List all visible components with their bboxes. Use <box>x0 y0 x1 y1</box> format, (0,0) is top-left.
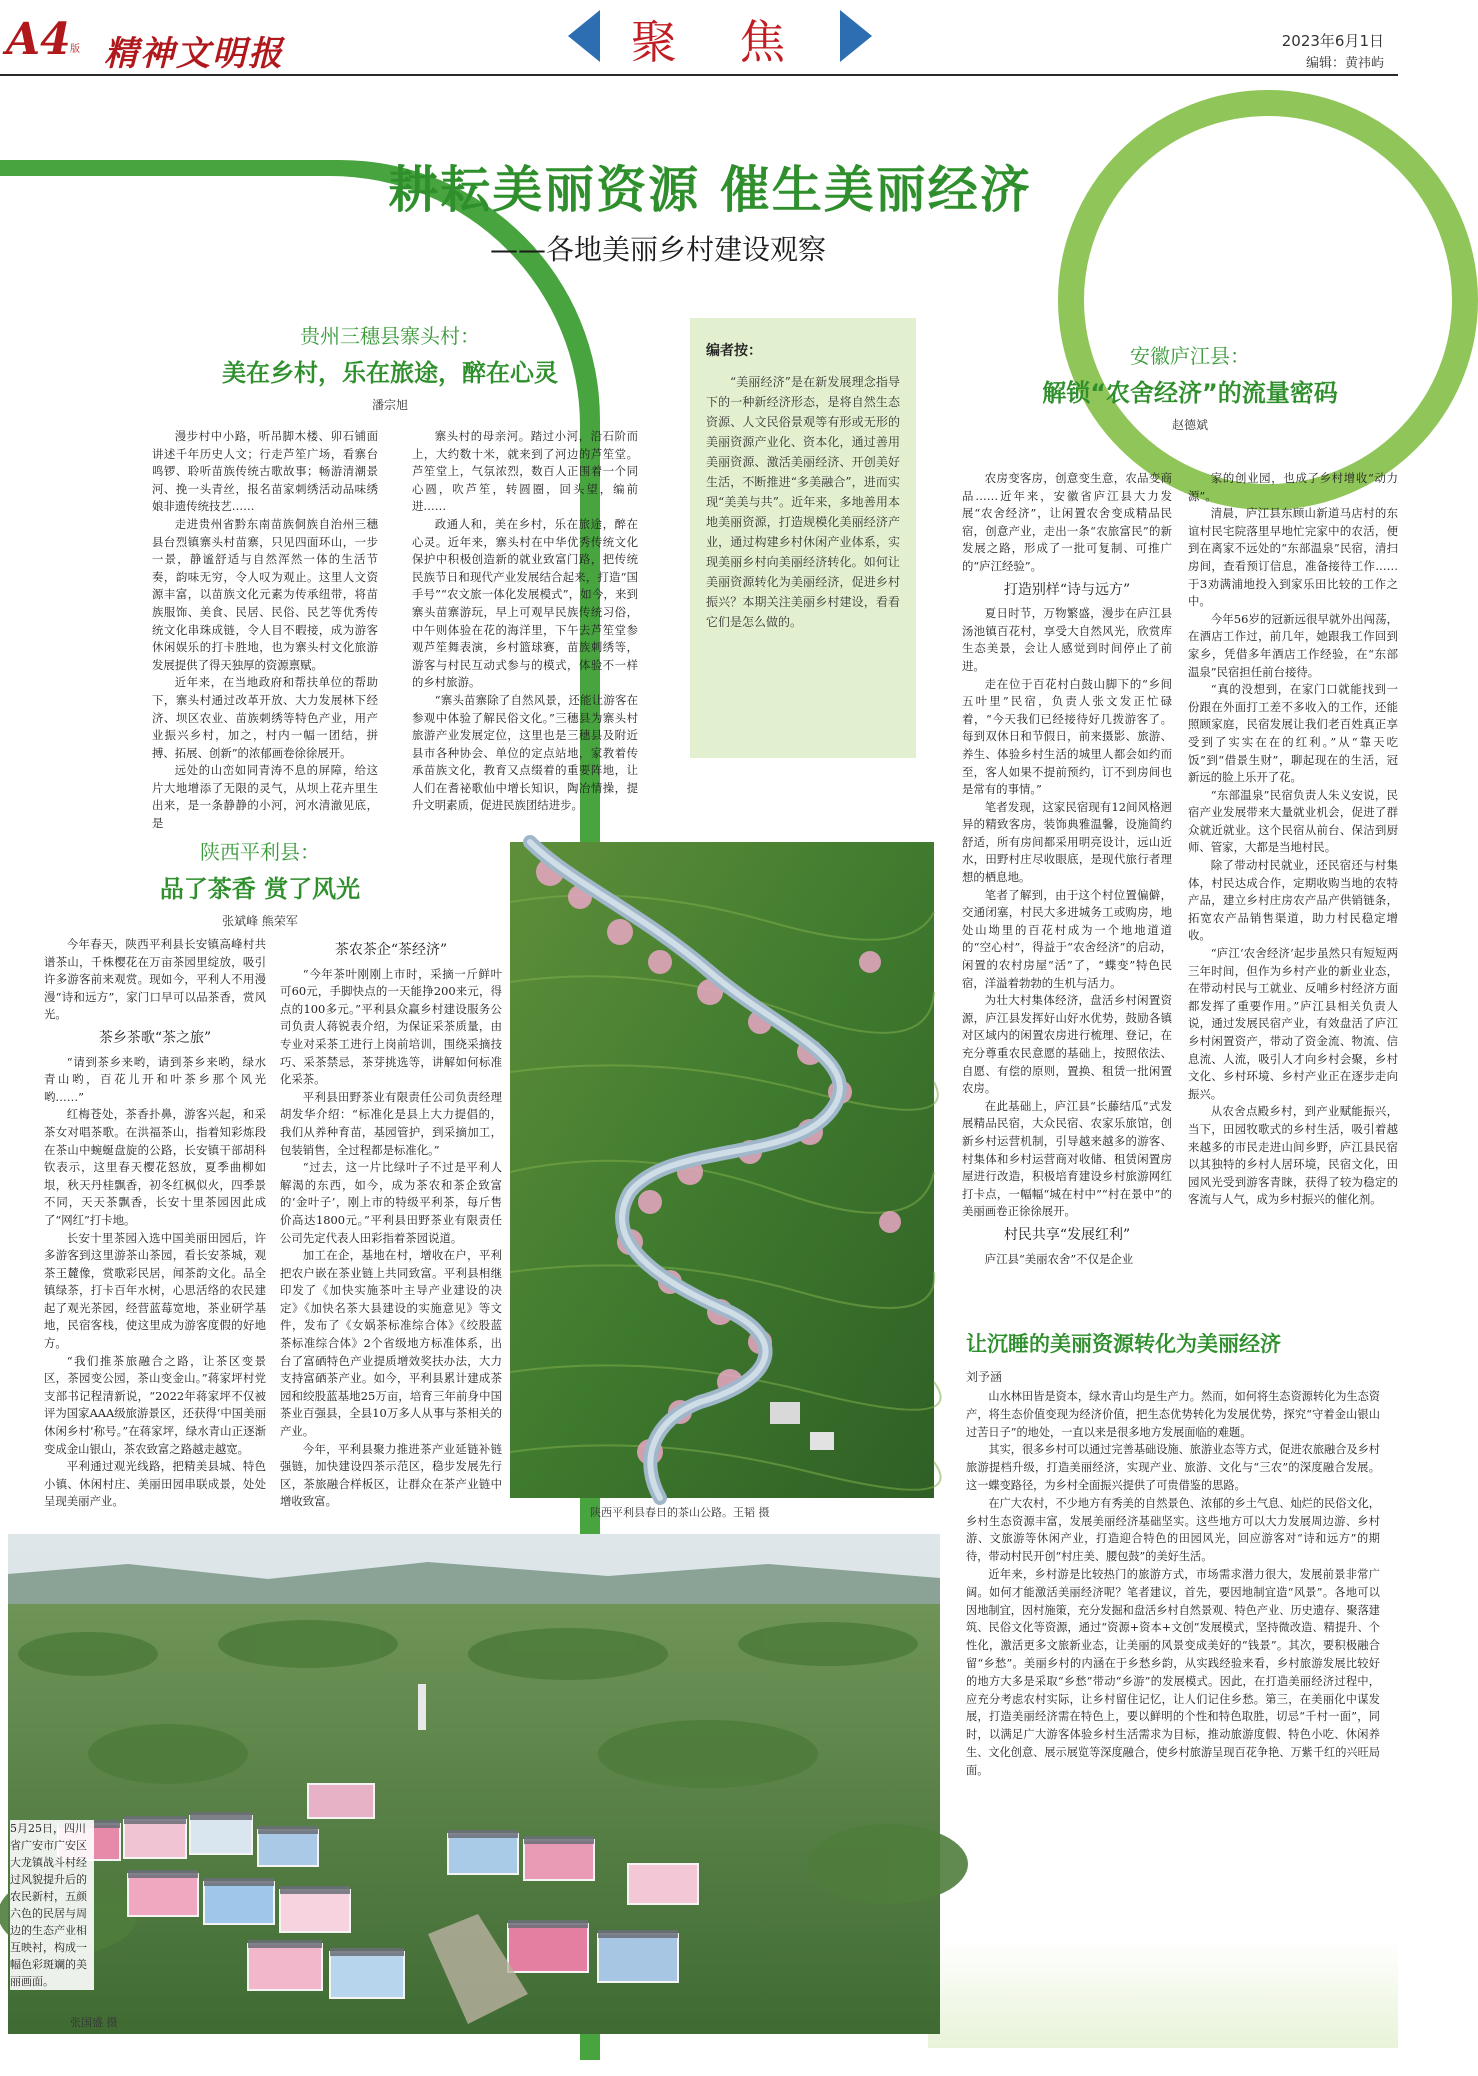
village-photo-credit: 张国盛 摄 <box>70 2016 118 2029</box>
paragraph: 平利通过观光线路，把精美县城、特色小镇、休闲村庄、美丽田园串联成景，处处呈现美丽产业。 <box>44 1459 266 1509</box>
paragraph: 政通人和，美在乡村，乐在旅途，醉在心灵。近年来，寨头村在中华优秀传统文化保护中积极创造新的就业致富门路，把传统民族节日和现代产业发展结合起来，打造“国手号”“农文旅一体化发展模式”，如今，来到寨头苗寨游玩，早上可观早民族传统习俗，中午则体验在花的海洋里，下午去芦笙堂参观芦笙舞表演，乡村篮球赛，苗族刺绣等，游客与村民互动式参与的模式，体验不一样的乡村旅游。 <box>412 516 638 690</box>
tea-photo-caption: 陕西平利县春日的茶山公路。王韬 摄 <box>590 1506 770 1519</box>
issue-date: 2023年6月1日 <box>1281 32 1384 50</box>
paragraph: 其实，很多乡村可以通过完善基础设施、旅游业态等方式，促进农旅融合及乡村旅游提档升级，打造美丽经济，实现产业、旅游、文化与“三农”的深度融合发展。这一蝶变路径，为乡村全面振兴提供了可贵借鉴的思路。 <box>966 1443 1380 1492</box>
shaanxi-subhead-2: 茶农茶企“茶经济” <box>334 942 448 958</box>
anhui-article-header <box>1010 340 1370 433</box>
paragraph: 平利县田野茶业有限责任公司负责经理胡发华介绍：“标准化是县上大力提倡的，我们从养种育苗，基园管护，到采摘加工，包装销售，全过程都是标准化。” <box>280 1089 502 1157</box>
commentary-header <box>966 1328 1386 1385</box>
anhui-kicker: 安徽庐江县： <box>1130 344 1250 368</box>
commentary-byline: 刘予涵 <box>966 1370 1003 1384</box>
shaanxi-column-2 <box>280 936 502 1509</box>
paragraph: 除了带动村民就业，还民宿还与村集体，村民达成合作，定期收购当地的农特产品，建立乡村庄房农产品产供销链条，拓宽农产品销售渠道，助力村民稳定增收。 <box>1188 858 1398 943</box>
paragraph: “今年茶叶刚刚上市时，采摘一斤鲜叶可60元，手脚快点的一天能挣200来元，得点的100多元。”平利县众赢乡村建设服务公司负责人蒋锐表介绍，为保证采茶质量，由专业对采茶工进行上岗前培训，围绕采摘技巧、采茶禁忌，茶芽挑选等，讲解如何标准化采茶。 <box>280 966 502 1087</box>
paragraph: 笔者了解到，由于这个村位置偏僻，交通闭塞，村民大多进城务工或购房，地处山坳里的百花村成为一个地地道道的“空心村”，得益于“农舍经济”的启动，闲置的农村房屋“活”了，“蝶变”特色民宿，洋溢着勃勃的生机与活力。 <box>962 887 1172 990</box>
main-subheadline: ——各地美丽乡村建设观察 <box>490 233 827 266</box>
right-arrow-icon <box>840 10 872 62</box>
commentary-title: 让沉睡的美丽资源转化为美丽经济 <box>966 1332 1281 1356</box>
anhui-title: 解锁“农舍经济”的流量密码 <box>1042 379 1338 407</box>
editor-note <box>690 318 916 758</box>
paragraph: 在此基础上，庐江县“长藤结瓜”式发展精品民宿，大众民宿、农家乐旅馆，创新乡村运营机制，引导越来越多的游客、村集体和乡村运营商对收储、租赁闲置房屋进行改造，积极培育建设乡村旅游网红打卡点，一幅幅“城在村中”“村在景中”的美丽画卷正徐徐展开。 <box>962 1098 1172 1219</box>
paragraph: 加工在企，基地在村，增收在户，平利把农户嵌在茶业链上共同致富。平利县相继印发了《加快实施茶叶主导产业建设的决定》《加快名茶大县建设的实施意见》等文件，发布了《女娲茶标准综合体》《绞股蓝茶标准综合体》2个省级地方标准体系，出台了富硒特色产业提质增效奖扶办法，大力支持富硒茶产业。如今，平利县累计建成茶园和绞股蓝基地25万亩，培育三年前身中国茶业百强县，全县10万多人从事与茶相关的产业。 <box>280 1248 502 1439</box>
shaanxi-byline: 张斌峰 熊荣军 <box>222 914 298 928</box>
paragraph: 笔者发现，这家民宿现有12间风格迥异的精致客房，装饰典雅温馨，设施简约舒适，所有房间都采用明亮设计，远山近水，田野村庄尽收眼底，是现代旅行者理想的栖息地。 <box>962 799 1172 885</box>
guizhou-column-1 <box>152 428 378 831</box>
paragraph: 长安十里茶园入选中国美丽田园后，许多游客到这里游茶山茶园，看长安茶城，观茶王麓像，赏歌彩民居，闻茶韵文化。品全镇绿茶，打卡百年水树，心思活络的农民建起了观光茶园，经营蓝莓宽地，茶业研学基地，民宿客栈，使这里成为游客度假的好地方。 <box>44 1230 266 1351</box>
paragraph: 庐江县“美丽农舍”不仅是企业 <box>984 1251 1134 1266</box>
village-aerial-photo <box>8 1534 940 2034</box>
paragraph: 为壮大村集体经济，盘活乡村闲置资源，庐江县发挥好山好水优势，鼓励各镇对区域内的闲置农房进行梳理、登记，在充分尊重农民意愿的基础上，按照依法、自愿、有偿的原则，置换、租赁一批闲置农房。 <box>962 993 1172 1096</box>
editor-note-label: 编者按： <box>706 343 762 359</box>
shaanxi-column-1 <box>44 936 266 1509</box>
newspaper-name: 精神文明报 <box>104 34 284 74</box>
anhui-column-1 <box>962 470 1172 1270</box>
shaanxi-subhead-1: 茶乡茶歌“茶之旅” <box>98 1029 212 1046</box>
guizhou-kicker: 贵州三穗县寨头村： <box>300 324 480 348</box>
paragraph: 近年来，乡村游是比较热门的旅游方式，市场需求潜力很大，发展前景非常广阔。如何才能激活美丽经济呢？笔者建议，首先，要因地制宜造“风景”。各地可以因地制宜，因村施策，充分发掘和盘活乡村自然景观、特色产业、历史遗存、聚落建筑、民俗文化等资源，通过“资源+资本+文创”发展模式，坚持微改造、精提升、个性化，激活更多文旅新业态，让美丽的风景变成美好的“钱景”。其次，要积极融合留“乡愁”。美丽乡村的内涵在于乡愁乡韵，从实践经验来看，乡村旅游发展比较好的地方大多是采取“乡愁”带动“乡游”的发展模式。因此，在打造美丽经济过程中，应充分考虑农村实际，让乡村留住记忆，让人们记住乡愁。第三，在美丽化中谋发展，打造美丽经济需在特色上，要以鲜明的个性和特色取胜，切忌“千村一面”，同时，以满足广大游客体验乡村生活需求为目标，推动旅游度假、特色小吃、休闲养生、文化创意、展示展览等深度融合，使乡村旅游呈现百花争艳、万紫千红的兴旺局面。 <box>966 1567 1380 1777</box>
commentary-body <box>966 1388 1380 1984</box>
header-rule <box>0 74 1398 76</box>
paragraph: 走进贵州省黔东南苗族侗族自治州三穗县台烈镇寨头村苗寨，只见四面环山，一步一景，静谧舒适与自然浑然一体的生活节奏，韵味无穷，令人叹为观止。这里人文资源丰富，以苗族文化元素为传承纽带，将苗族服饰、美食、民居、民俗、民艺等优秀传统文化串珠成链，令人目不暇接，成为游客休闲娱乐的打卡胜地，也为寨头村文化旅游发展提供了得天独厚的资源禀赋。 <box>152 516 378 672</box>
paragraph: “我们推茶旅融合之路，让茶区变景区，茶园变公园，茶山变金山。”蒋家坪村党支部书记程清新说，“2022年蒋家坪不仅被评为国家AAA级旅游景区，还获得‘中国美丽休闲乡村’称号。”在蒋家坪，绿水青山正逐渐变成金山银山，茶农致富之路越走越宽。 <box>44 1353 266 1456</box>
paragraph: 近年来，在当地政府和帮扶单位的帮助下，寨头村通过改革开放、大力发展林下经济、坝区农业、苗族刺绣等特色产业，用产业振兴乡村，加之，村内一幅一团结，拼搏、拓展、创新”的浓郁画卷徐徐展开。 <box>152 675 378 760</box>
paragraph: “请到茶乡来哟，请到茶乡来哟，绿水青山哟，百花儿开和叶茶乡那个风光哟……” <box>44 1054 266 1104</box>
editor-credit: 编辑：黄祎屿 <box>1305 56 1384 71</box>
paragraph: 今年56岁的冠新远很早就外出闯荡，在酒店工作过，前几年，她跟我工作回到家乡，凭借多年酒店工作经验，在“东部温泉”民宿担任前台接待。 <box>1188 611 1398 679</box>
paragraph: 寨头村的母亲河。踏过小河，沿石阶而上，大约数十米，就来到了河边的芦笙堂。芦笙堂上，气氛浓烈，数百人正围着一个同心圆，吹芦笙，转圆圈，回头望，编前进…… <box>412 429 638 514</box>
paragraph: 山水林田皆是资本，绿水青山均是生产力。然而，如何将生态资源转化为生态资产，将生态价值变现为经济价值，把生态优势转化为发展优势，探究“守着金山银山过苦日子”的地处，一直以来是很多地方发展面临的难题。 <box>966 1390 1380 1439</box>
anhui-byline: 赵德斌 <box>1171 418 1208 432</box>
page-number: A4 <box>6 14 71 65</box>
paragraph: 远处的山峦如同青涛不息的屏障，给这片大地增添了无限的灵气，从坝上花卉里生出来，是一条静静的小河，河水清澈见底，是 <box>152 763 378 831</box>
section-title: 聚 焦 <box>630 15 810 69</box>
paragraph: 今年，平利县聚力推进茶产业延链补链强链，加快建设四茶示范区，稳步发展先行区，茶旅融合样板区，让群众在茶产业链中增收致富。 <box>280 1441 502 1509</box>
editor-note-body: “美丽经济”是在新发展理念指导下的一种新经济形态，是将自然生态资源、人文民俗景观等有形或无形的美丽资源产业化、资本化，通过善用美丽资源、激活美丽经济、开创美好生活，不断推进“多美融合”，进而实现“美美与共”。近年来，多地善用本地美丽资源，打造规模化美丽经济产业，通过构建乡村休闲产业体系，实现美丽乡村向美丽经济转化。如何让美丽资源转化为美丽经济，促进乡村振兴？本期关注美丽乡村建设，看看它们是怎么做的。 <box>706 375 900 629</box>
shaanxi-article-header <box>140 836 380 929</box>
paragraph: 走在位于百花村白鼓山脚下的“乡间五叶里”民宿，负责人张文发正忙碌着，“今天我们已经接待好几拨游客了。每到双休日和节假日，前来摄影、旅游、养生、体验乡村生活的城里人都会如约而至，客人如果不提前预约，订不到房间也是常有的事情。” <box>962 676 1172 797</box>
left-arrow-icon <box>568 10 600 62</box>
paragraph: “寨头苗寨除了自然风景，还能让游客在参观中体验了解民俗文化。”三穗县为寨头村旅游产业发展定位，这里也是三穗县及附近县市各种协会、单位的定点站地，家教着传承苗族文化，教育又点缀着的重要阵地，让人们在耆祕歌仙中增长知识，陶冶情操，提升文明素质，促进民族团结进步。 <box>412 692 638 813</box>
paragraph: 夏日时节，万物繁盛，漫步在庐江县汤池镇百花村，享受大自然风光，欣赏库生态美景，会让人感觉到时间停止了前进。 <box>962 606 1172 673</box>
paragraph: “东部温泉”民宿负责人朱义安说，民宿产业发展带来大量就业机会，促进了群众就近就业。这个民宿从前台、保洁到厨师、管家，大都是当地村民。 <box>1188 787 1398 855</box>
anhui-subhead-1: 打造别样“诗与远方” <box>1003 581 1131 598</box>
paragraph: 家的创业园，也成了乡村增收“动力源”。 <box>1188 471 1398 503</box>
shaanxi-kicker: 陕西平利县： <box>200 840 320 864</box>
guizhou-article-header <box>170 320 610 413</box>
paragraph: 从农舍点殿乡村，到产业赋能振兴，当下，田园牧歌式的乡村生活，吸引着越来越多的市民走进山间乡野，庐江县民宿以其独特的乡村人居环境，民宿文化，田园风光受到游客青睐，获得了较为稳定的客流与人气，成为乡村振兴的催化剂。 <box>1188 1104 1398 1207</box>
guizhou-column-2 <box>412 428 638 813</box>
paragraph: 今年春天，陕西平利县长安镇高峰村共谱茶山，千株樱花在万亩茶园里绽放，吸引许多游客前来观赏。现如今，平利人不用漫漫“诗和远方”，家门口早可以品茶香，赏风光。 <box>44 937 266 1022</box>
paragraph: 农房变客房，创意变生意，农品变商品……近年来，安徽省庐江县大力发展“农舍经济”，让闲置农舍变成精品民宿，创意产业，走出一条“农旅富民”的新发展之路，形成了一批可复制、可推广的“庐江经验”。 <box>962 471 1172 573</box>
paragraph: “庐江‘农舍经济’起步虽然只有短短两三年时间，但作为乡村产业的新业业态，在带动村民与工就业、反哺乡村经济方面都发挥了重要作用。”庐江县相关负责人说，通过发展民宿产业，有效盘活了庐江乡村闲置资产，带动了资金流、物流、信息流、人流，吸引人才向乡村会聚，乡村文化、乡村环境、乡村产业正在逐步走向振兴。 <box>1188 946 1398 1101</box>
paragraph: 红梅苍处，茶香扑鼻，游客兴起，和采茶女对唱茶歌。在洪福茶山，指着知彩炼段在茶山中蜿蜒盘旋的公路，长安镇干部胡科钦表示，这里春天樱花怒放，夏季曲柳如垠，秋天丹桂飘香，初冬红枫似火，四季景不同，天天茶飘香，长安十里茶园因此成了“网红”打卡地。 <box>44 1107 266 1227</box>
anhui-subhead-2: 村民共享“发展红利” <box>1003 1226 1131 1243</box>
masthead <box>0 0 1398 80</box>
paragraph: “真的没想到，在家门口就能找到一份跟在外面打工差不多收入的工作，还能照顾家庭，民宿发展让我们老百姓真正享受到了实实在在的红利。”从“靠天吃饭”到“借景生财”，聊起现在的生活，冠新远的脸上乐开了花。 <box>1188 682 1398 785</box>
anhui-column-2 <box>1188 470 1398 1270</box>
page-ban-label: 版 <box>70 44 80 55</box>
guizhou-title: 美在乡村，乐在旅途，醉在心灵 <box>222 359 558 387</box>
section-banner <box>568 2 872 68</box>
guizhou-byline: 潘宗旭 <box>371 398 408 412</box>
tea-hill-road-photo <box>510 842 934 1498</box>
paragraph: 漫步村中小路，听吊脚木楼、卯石铺面讲述千年历史人文；行走芦笙广场，看寨台鸣锣、聆听苗族传统古歌故事；畅游清潮景河、挽一头青丝，报名苗家刺绣活动品味绣娘非遗传统技艺…… <box>152 429 378 514</box>
shaanxi-title: 品了茶香 赏了风光 <box>159 875 361 903</box>
main-headline: 耕耘美丽资源 催生美丽经济 <box>388 161 1032 219</box>
village-photo-caption <box>10 1820 94 1990</box>
village-caption-text: 5月25日，四川省广安市广安区大龙镇战斗村经过风貌提升后的农民新村，五颜六色的民居与周边的生态产业相互映衬，构成一幅色彩斑斓的美丽画面。 <box>10 1822 87 1988</box>
paragraph: 在广大农村，不少地方有秀美的自然景色、浓郁的乡土气息、灿烂的民俗文化，乡村生态资源丰富，发展美丽经济基础坚实。这些地方可以大力发展周边游、乡村游、文旅游等休闲产业，打造迎合特色的田园风光，回应游客对“诗和远方”的期待，带动村民开创“村庄美、腰包鼓”的美好生活。 <box>966 1496 1380 1564</box>
paragraph: “过去，这一片比绿叶子不过是平利人解渴的东西，如今，成为茶农和茶企致富的‘金叶子’，刚上市的特级平利茶，每斤售价高达1800元。”平利县田野茶业有限责任公司先定代表人田彩指着茶园说道。 <box>280 1160 502 1245</box>
paragraph: 清晨，庐江县东顾山新道马店村的东谊村民宅院落里早地忙完家中的农活，便到在离家不远处的“东部温泉”民宿，清扫房间，查看预订信息，准备接待工作……于3劝满浦地投入到家乐田比较的工作之中。 <box>1188 506 1398 609</box>
